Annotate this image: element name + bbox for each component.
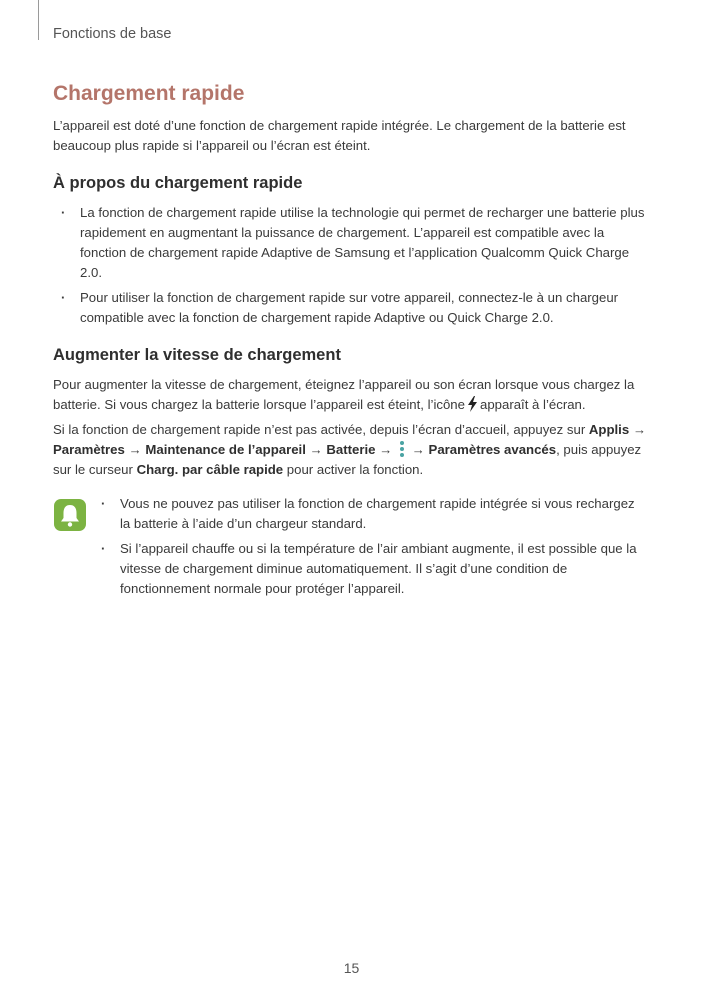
- charg-cable-rapide-label: Charg. par câble rapide: [136, 462, 284, 477]
- header-divider: [38, 0, 39, 40]
- intro-paragraph: L’appareil est doté d’une fonction de chargement rapide intégrée. Le chargement de la batterie est beaucoup plus rapide si l’appareil ou l’écran est éteint.: [53, 118, 626, 153]
- parametres-label: Paramètres: [53, 442, 125, 457]
- maintenance-label: Maintenance de l’appareil: [145, 442, 306, 457]
- bell-notice-icon: [53, 498, 87, 532]
- list-item: · Pour utiliser la fonction de chargement rapide sur votre appareil, connectez-le à un chargeur compatible avec la fonction de chargement rapide Adaptive ou Quick Charge 2.0.: [53, 288, 648, 328]
- increase-paragraph-2: Si la fonction de chargement rapide n’est pas activée, depuis l’écran d’accueil, appuyez sur Applis → Paramètres → Maintenance de l’appareil → Batterie → → Paramètres avancés, puis appuyez sur le curseur Charg. par câble rapide pour activer la fonction.: [53, 422, 647, 477]
- about-list: [53, 203, 648, 328]
- applis-label: Applis: [588, 422, 630, 437]
- note-list: [93, 494, 648, 599]
- more-options-icon: [399, 440, 405, 458]
- batterie-label: Batterie: [326, 442, 376, 457]
- section-header: Fonctions de base: [53, 26, 172, 42]
- lightning-bolt-icon: [467, 396, 478, 412]
- list-item: · La fonction de chargement rapide utilise la technologie qui permet de recharger une batterie plus rapidement en augmentant la puissance de chargement. L’appareil est compatible avec la fonction de chargement rapide Adaptive de Samsung et l’application Qualcomm Quick Charge 2.0.: [53, 203, 648, 283]
- note-block: [53, 494, 648, 599]
- page-content: [53, 82, 648, 604]
- parametres-avances-label: Paramètres avancés: [428, 442, 557, 457]
- increase-paragraph-1: Pour augmenter la vitesse de chargement, éteignez l’appareil ou son écran lorsque vous chargez la batterie. Si vous chargez la batterie lorsque l’appareil est éteint, l’icône apparaît à l’écran.: [53, 377, 635, 412]
- page-title: Chargement rapide: [53, 82, 245, 105]
- about-heading: À propos du chargement rapide: [53, 174, 303, 192]
- list-item: · Si l’appareil chauffe ou si la température de l’air ambiant augmente, il est possible que la vitesse de chargement diminue automatiquement. Il s’agit d’une condition de fonctionnement normale pour protéger l’appareil.: [93, 539, 648, 599]
- page-number: 15: [343, 960, 360, 976]
- increase-heading: Augmenter la vitesse de chargement: [53, 346, 341, 364]
- list-item: · Vous ne pouvez pas utiliser la fonction de chargement rapide intégrée si vous rechargez la batterie à l’aide d’un chargeur standard.: [93, 494, 648, 534]
